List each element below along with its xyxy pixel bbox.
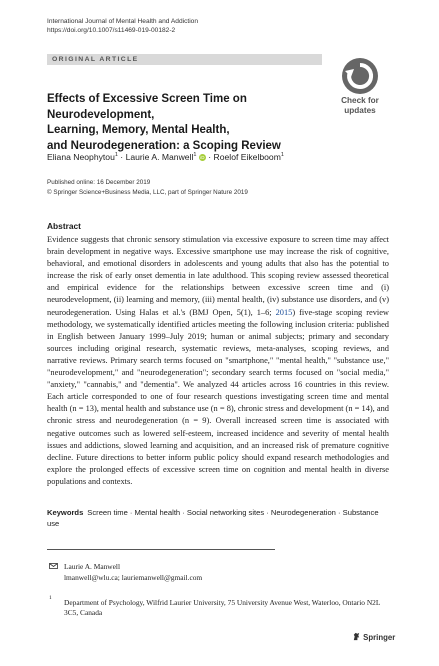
orcid-icon[interactable]: iD [200,155,205,160]
publisher-name: Springer [363,633,396,642]
corresponding-author-email[interactable]: lmanwell@wlu.ca; lauriemanwell@gmail.com [64,573,203,582]
author-list [47,152,284,162]
springer-horse-icon [352,632,361,641]
abstract-text-part: Evidence suggests that chronic sensory stimulation via excessive exposure to screen time may affect brain development in negative ways. Excessive smartphone use may increase the risk of cognitive, behavioral, and emotional disorders in adolescents and young adults that also has the potential to increase the risk of early onset dementia in late adulthood. This scoping review assessed theoretical and empirical evidence for the relationships between excessive screen time and (i) neurodevelopment, (ii) learning and memory, (iii) mental health, (iv) substance use disorders, and (v) neurodegeneration. Using Halas et al.'s (BMJ Open, 5(1), 1–6; [47,235,389,317]
author-separator: · [120,152,124,162]
abstract-heading: Abstract [47,221,81,231]
title-line-2: Learning, Memory, Mental Health, [47,124,230,136]
author-affiliation-mark: 1 [280,152,284,159]
article-type-label: ORIGINAL ARTICLE [52,55,139,63]
check-for-updates-badge[interactable] [333,58,387,126]
author-affiliation-mark: 1 [193,152,197,159]
badge-line2: updates [344,105,376,115]
keywords-list: Screen time · Mental health · Social networking sites · Neurodegeneration · Substance use [47,508,379,528]
corresponding-author-name: Laurie A. Manwell [64,562,121,571]
keywords [47,507,389,529]
title-line-1: Effects of Excessive Screen Time on Neurodevelopment, [47,93,247,121]
check-for-updates-icon [342,58,378,94]
published-date: Published online: 16 December 2019 [47,179,151,186]
author-name[interactable]: Eliana Neophytou [47,152,115,162]
footnote-divider [47,549,275,550]
author-name[interactable]: Roelof Eikelboom [213,152,281,162]
journal-name: International Journal of Mental Health and Addiction [47,18,199,25]
affiliation-number: 1 [49,595,52,601]
envelope-icon [49,563,58,569]
author-separator: · [208,152,212,162]
badge-line1: Check for [341,96,379,105]
article-type-band [47,54,322,65]
author-name[interactable]: Laurie A. Manwell [125,152,194,162]
doi-link[interactable]: https://doi.org/10.1007/s11469-019-00182-2 [47,27,176,35]
publisher-logo [352,632,395,642]
abstract-text-part: ) five-stage scoping review methodology, we systematically identified articles meeting the following inclusion criteria: published in English between January 1999–July 2019; human or animal subjects; primary and secondary sources including original research, systematic reviews, meta-analyses, scoping reviews, and narrative reviews. Primary search terms focused on "smartphone," "mental health," "substance use," "neurodevelopment," and "neurodegeneration"; secondary search terms focused on "social media," "anxiety," "cannabis," and "dementia". We analyzed 44 articles across 16 countries in this review. Each article corresponded to one of four research questions investigating screen time and mental health (n = 13), mental health and substance use (n = 8), chronic stress and development (n = 14), and chronic stress and neurodegeneration (n = 9). Overall increased screen time is associated with negative outcomes such as lowered self-esteem, increased incidence and severity of mental health issues and addictions, slowed learning and acquisition, and an increased risk of premature cognitive decline. Future directions to better inform public policy should expand research methodologies and explore the prolonged effects of excessive screen time on cognition and mental health in diverse populations and contexts. [47,307,389,486]
journal-header [47,17,198,36]
title-line-3: and Neurodegeneration: a Scoping Review [47,139,281,152]
article-title [47,92,337,154]
copyright-notice: © Springer Science+Business Media, LLC, part of Springer Nature 2019 [47,189,248,196]
author-affiliation-mark: 1 [114,152,118,159]
keywords-label: Keywords [47,508,84,517]
affiliation-text: Department of Psychology, Wilfrid Laurier University, 75 University Avenue West, Waterloo, Ontario N2L 3C5, Canada [64,598,381,617]
abstract-text [47,234,389,488]
citation-link[interactable]: 2015 [275,307,293,317]
